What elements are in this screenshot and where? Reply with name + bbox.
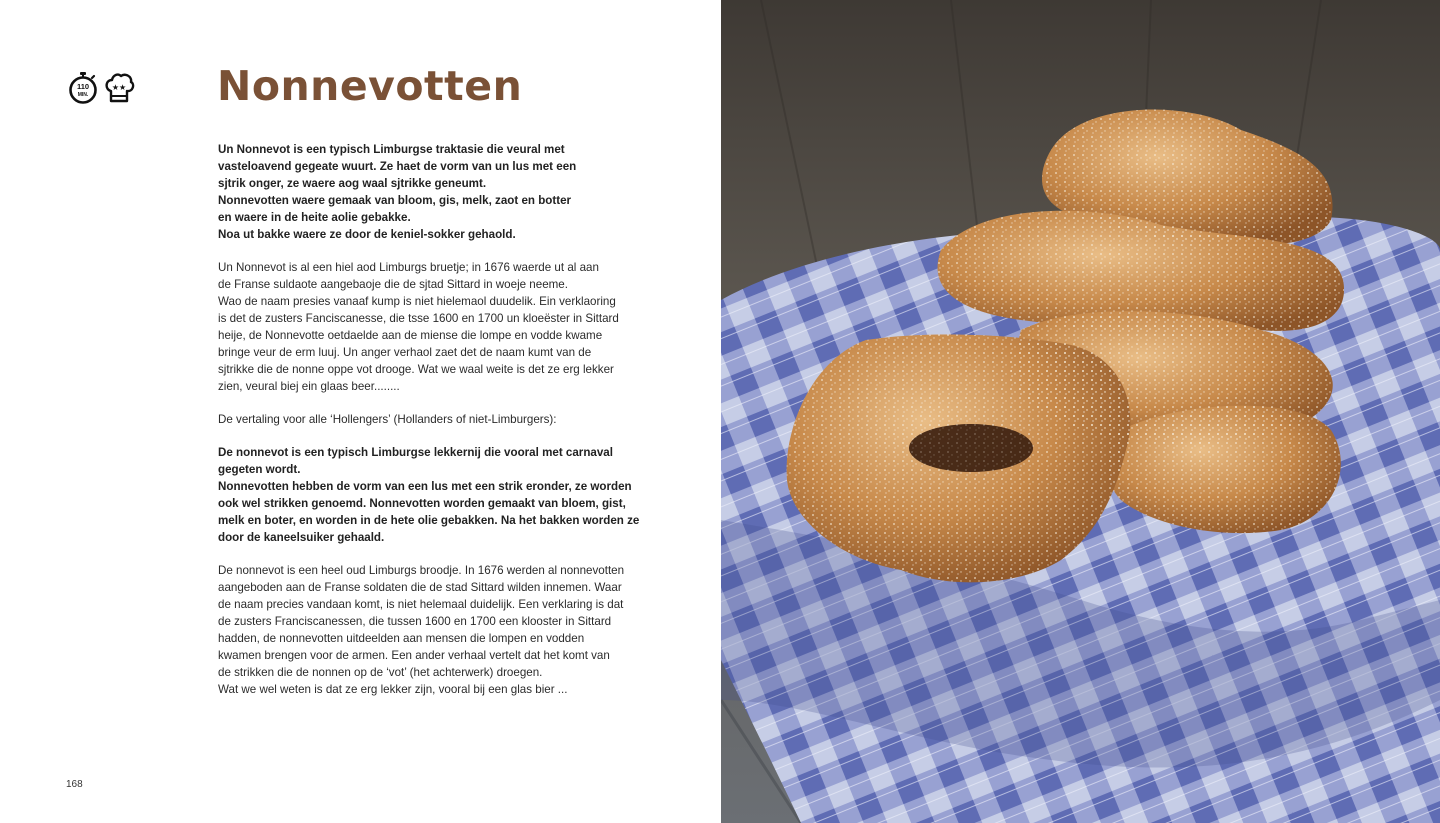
recipe-text bbox=[218, 141, 643, 714]
text-line: Un Nonnevot is al een hiel aod Limburgs bruetje; in 1676 waerde ut al aan bbox=[218, 261, 599, 274]
page-number: 168 bbox=[66, 779, 83, 790]
timer-value: 110 bbox=[76, 82, 90, 91]
text-line: hadden, de nonnevotten uitdeelden aan mensen die lompen en vodden bbox=[218, 632, 585, 645]
text-line: de zusters Franciscanessen, die tussen 1600 en 1700 een klooster in Sittard bbox=[218, 615, 612, 628]
text-line: ook wel strikken genoemd. Nonnevotten worden gemaakt van bloem, gist, bbox=[218, 497, 626, 510]
intro-paragraph-dutch bbox=[218, 444, 643, 546]
text-line: Un Nonnevot is een typisch Limburgse traktasie die veural met bbox=[218, 143, 565, 156]
text-line: Nonnevotten waere gemaak van bloom, gis, melk, zaot en botter bbox=[218, 194, 572, 207]
text-line: Noa ut bakke waere ze door de keniel-sokker gehaold. bbox=[218, 228, 516, 241]
history-paragraph-limburgs bbox=[218, 259, 643, 395]
text-line: gegeten wordt. bbox=[218, 463, 301, 476]
text-line: de Franse suldaote aangebaoje die de sjtad Sittard in woeje neeme. bbox=[218, 278, 568, 291]
text-line: is det de zusters Fanciscanesse, die tsse 1600 en 1700 un kloeëster in Sittard bbox=[218, 312, 619, 325]
text-line: Wao de naam presies vanaaf kump is niet hielemaol duudelik. Ein verklaoring bbox=[218, 295, 616, 308]
text-line: Wat we wel weten is dat ze erg lekker zijn, vooral bij een glas bier ... bbox=[218, 683, 568, 696]
text-line: vasteloavend gegeate wuurt. Ze haet de vorm van un lus met een bbox=[218, 160, 577, 173]
text-line: heije, de Nonnevotte oetdaelde aan de miense die lompe en vodde kwame bbox=[218, 329, 603, 342]
text-line: melk en boter, en worden in de hete olie gebakken. Na het bakken worden ze bbox=[218, 514, 640, 527]
recipe-title: Nonnevotten bbox=[217, 62, 523, 110]
nonnevotten-photo bbox=[721, 0, 1440, 823]
intro-paragraph-limburgs bbox=[218, 141, 643, 243]
text-line: en waere in de heite aolie gebakke. bbox=[218, 211, 411, 224]
text-line: sjtrikke die de nonne oppe vot drooge. Wat we waal weite is det ze erg lekker bbox=[218, 363, 614, 376]
recipe-icons bbox=[67, 71, 135, 105]
text-line: De nonnevot is een typisch Limburgse lekkernij die vooral met carnaval bbox=[218, 446, 613, 459]
chef-hat-icon bbox=[103, 71, 135, 105]
stopwatch-icon bbox=[67, 71, 99, 105]
text-line: de naam precies vandaan komt, is niet helemaal duidelijk. Een verklaring is dat bbox=[218, 598, 624, 611]
text-line: aangeboden aan de Franse soldaten die de stad Sittard wilden innemen. Waar bbox=[218, 581, 622, 594]
history-paragraph-dutch bbox=[218, 562, 643, 698]
text-line: De nonnevot is een heel oud Limburgs broodje. In 1676 werden al nonnevotten bbox=[218, 564, 625, 577]
timer-unit: MIN. bbox=[77, 92, 89, 98]
text-line: Nonnevotten hebben de vorm van een lus met een strik eronder, ze worden bbox=[218, 480, 632, 493]
text-line: de strikken die de nonnen op de ‘vot’ (het achterwerk) droegen. bbox=[218, 666, 543, 679]
text-line: sjtrik onger, ze waere aog waal sjtrikke geneumt. bbox=[218, 177, 487, 190]
text-line: bringe veur de erm luuj. Un anger verhaol zaet det de naam kumt van de bbox=[218, 346, 592, 359]
text-line: kwamen brengen voor de armen. Een ander verhaal vertelt dat het komt van bbox=[218, 649, 610, 662]
text-line: zien, veural biej ein glaas beer........ bbox=[218, 380, 400, 393]
translation-heading bbox=[218, 411, 643, 428]
text-line: De vertaling voor alle ‘Hollengers’ (Hollanders of niet-Limburgers): bbox=[218, 413, 557, 426]
text-line: door de kaneelsuiker gehaald. bbox=[218, 531, 385, 544]
difficulty-stars: ★★ bbox=[111, 83, 127, 92]
